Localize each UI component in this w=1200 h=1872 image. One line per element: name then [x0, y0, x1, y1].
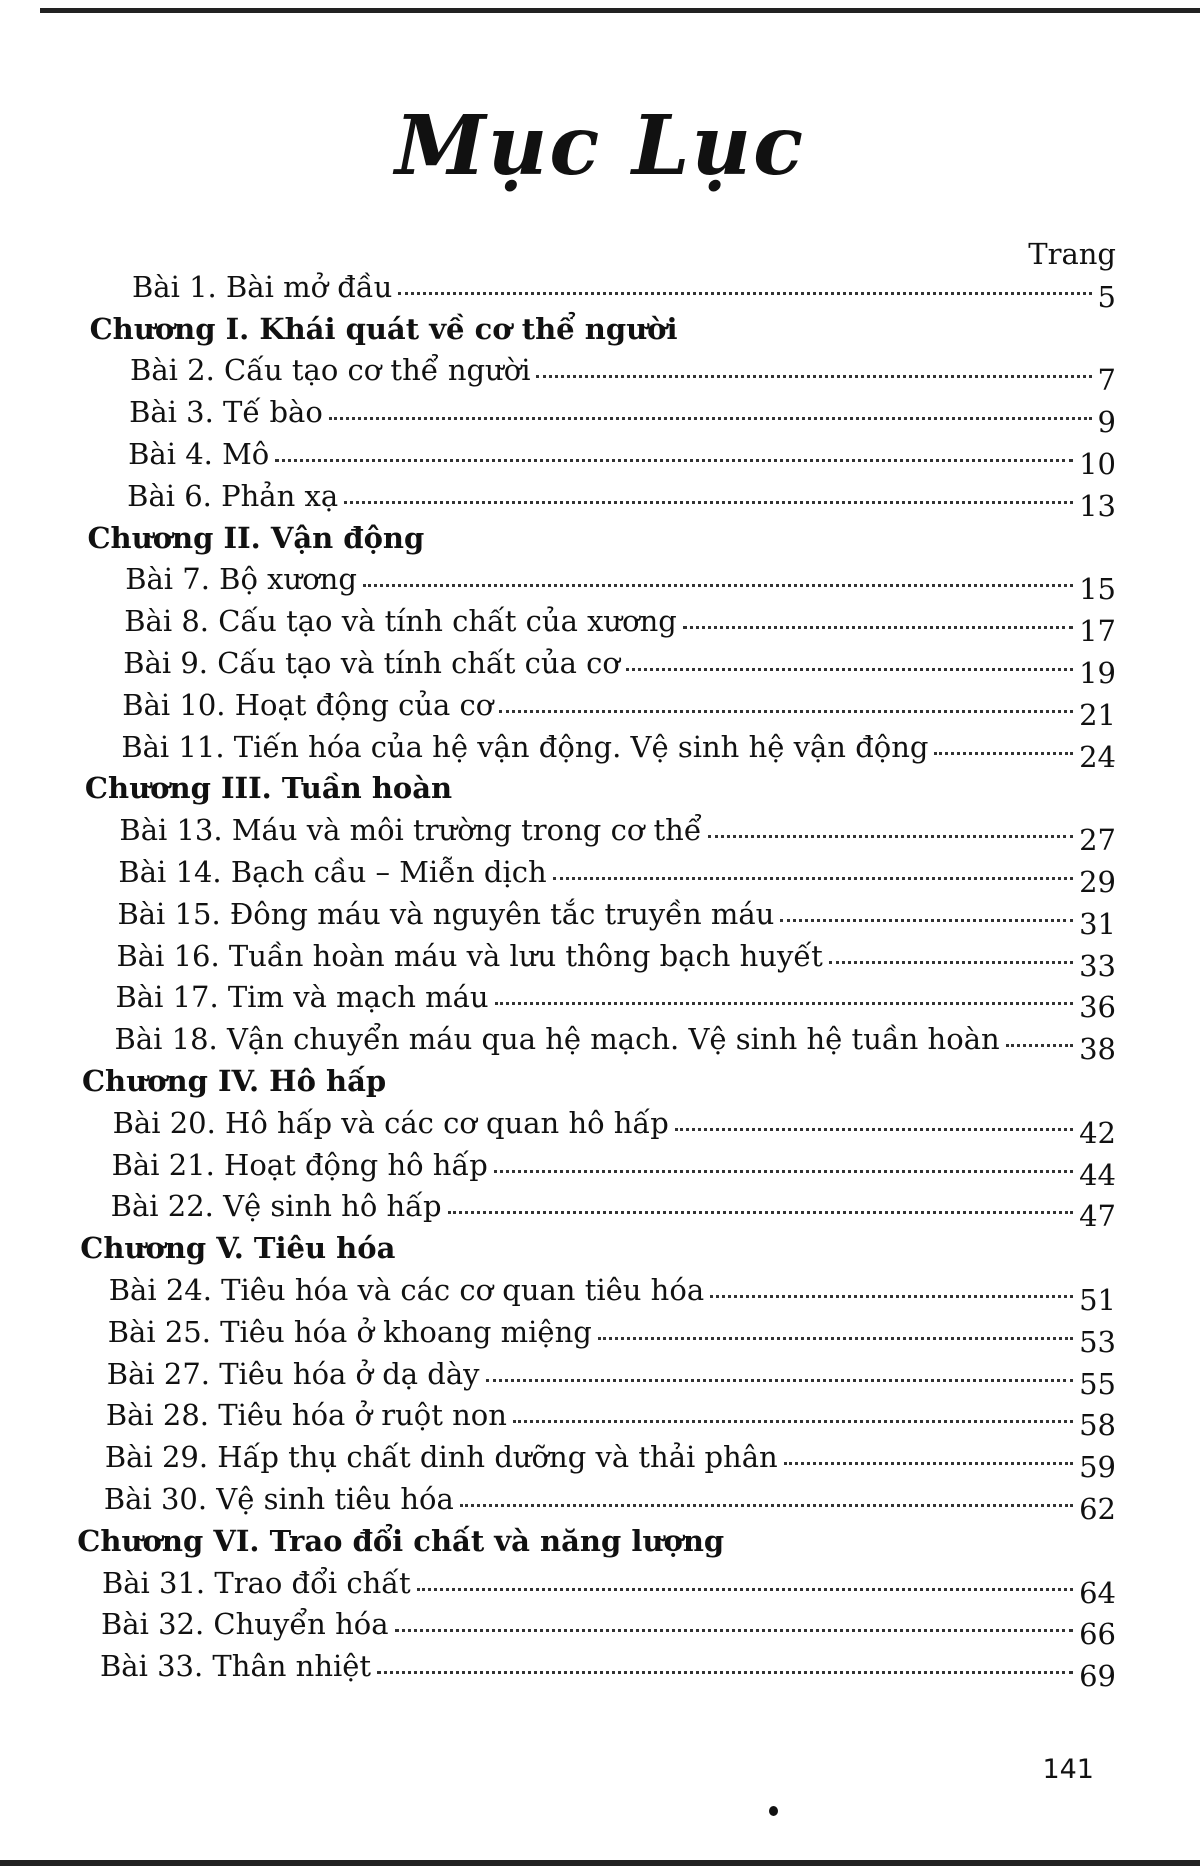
chapter-heading	[0, 1056, 1200, 1098]
toc-entry	[0, 1098, 1200, 1150]
dot-leader	[598, 1337, 1073, 1340]
lesson-title: Bài 22. Vệ sinh hô hấp	[110, 1189, 442, 1224]
lesson-page-number: 17	[1079, 614, 1116, 649]
lesson-title: Bài 29. Hấp thụ chất dinh dưỡng và thải phân	[104, 1440, 778, 1475]
lesson-title: Bài 4. Mô	[128, 436, 270, 471]
lesson-title: Bài 14. Bạch cầu – Miễn dịch	[118, 854, 547, 889]
toc-entry	[0, 722, 1200, 774]
dot-leader	[460, 1504, 1073, 1507]
lesson-title: Bài 31. Trao đổi chất	[101, 1565, 411, 1600]
dot-leader	[536, 375, 1091, 378]
dot-leader	[829, 961, 1073, 964]
dot-leader	[683, 626, 1073, 629]
chapter-title: Chương V. Tiêu hóa	[80, 1231, 396, 1266]
chapter-title: Chương VI. Trao đổi chất và năng lượng	[77, 1523, 725, 1558]
toc-entry	[0, 262, 1200, 314]
toc-entry	[0, 555, 1200, 607]
chapter-title: Chương IV. Hô hấp	[81, 1063, 387, 1098]
lesson-page-number: 10	[1079, 446, 1116, 481]
lesson-title: Bài 28. Tiêu hóa ở ruột non	[105, 1398, 507, 1433]
chapter-title: Chương II. Vận động	[87, 520, 425, 555]
dot-leader	[448, 1211, 1074, 1214]
dot-leader	[417, 1588, 1073, 1591]
toc-entry	[0, 429, 1200, 481]
toc-entry	[0, 889, 1200, 941]
lesson-title: Bài 3. Tế bào	[129, 395, 323, 430]
lesson-page-number: 5	[1097, 279, 1116, 314]
toc-entry	[0, 973, 1200, 1025]
lesson-title: Bài 13. Máu và môi trường trong cơ thể	[119, 813, 702, 848]
toc-entry	[0, 1307, 1200, 1359]
lesson-title: Bài 33. Thân nhiệt	[100, 1649, 372, 1684]
toc-entry	[0, 931, 1200, 983]
bottom-scan-edge	[0, 1860, 1200, 1866]
page-column-header: Trang	[1028, 237, 1116, 271]
toc-entry	[0, 1349, 1200, 1401]
lesson-title: Bài 17. Tim và mạch máu	[115, 980, 489, 1015]
toc-entry	[0, 1014, 1200, 1067]
toc-entry	[0, 1432, 1200, 1485]
table-of-contents	[0, 262, 1200, 1694]
dot-leader	[329, 417, 1092, 420]
lesson-title: Bài 11. Tiến hóa của hệ vận động. Vệ sinh hệ vận động	[121, 729, 929, 764]
lesson-title: Bài 18. Vận chuyển máu qua hệ mạch. Vệ sinh hệ tuần hoàn	[114, 1022, 1000, 1057]
lesson-title: Bài 9. Cấu tạo và tính chất của cơ	[123, 645, 620, 680]
lesson-page-number: 7	[1097, 363, 1116, 398]
toc-entry	[0, 346, 1200, 398]
dot-leader	[708, 835, 1073, 838]
chapter-heading	[0, 1223, 1200, 1265]
lesson-page-number: 9	[1097, 405, 1116, 440]
chapter-heading	[0, 304, 1200, 346]
lesson-page-number: 59	[1079, 1450, 1116, 1485]
lesson-page-number: 31	[1079, 906, 1116, 941]
lesson-title: Bài 15. Đông máu và nguyên tắc truyền máu	[117, 896, 775, 931]
toc-entry	[0, 1641, 1200, 1694]
chapter-heading	[0, 513, 1200, 555]
lesson-title: Bài 21. Hoạt động hô hấp	[111, 1147, 488, 1182]
toc-entry	[0, 638, 1200, 690]
toc-entry	[0, 805, 1200, 858]
dot-leader	[344, 501, 1073, 504]
lesson-page-number: 24	[1079, 739, 1116, 774]
chapter-heading	[0, 764, 1200, 806]
lesson-page-number: 58	[1079, 1408, 1116, 1443]
dot-leader	[780, 919, 1073, 922]
lesson-page-number: 55	[1079, 1366, 1116, 1401]
top-scan-edge	[40, 8, 1200, 13]
dot-leader	[1006, 1044, 1073, 1047]
toc-entry	[0, 680, 1200, 732]
dot-leader	[513, 1420, 1073, 1423]
lesson-page-number: 64	[1079, 1575, 1116, 1610]
lesson-page-number: 69	[1079, 1659, 1116, 1694]
lesson-page-number: 27	[1079, 823, 1116, 858]
lesson-page-number: 51	[1079, 1282, 1116, 1317]
toc-entry	[0, 1558, 1200, 1610]
lesson-page-number: 19	[1079, 655, 1116, 690]
dot-leader	[395, 1629, 1074, 1632]
lesson-page-number: 53	[1079, 1324, 1116, 1359]
lesson-page-number: 42	[1079, 1115, 1116, 1150]
dot-leader	[784, 1462, 1073, 1465]
dot-leader	[275, 459, 1073, 462]
lesson-title: Bài 24. Tiêu hóa và các cơ quan tiêu hóa	[108, 1272, 705, 1307]
lesson-title: Bài 27. Tiêu hóa ở dạ dày	[106, 1356, 480, 1391]
lesson-title: Bài 2. Cấu tạo cơ thể người	[130, 353, 531, 388]
dot-leader	[675, 1128, 1073, 1131]
toc-entry	[0, 1265, 1200, 1317]
lesson-page-number: 44	[1079, 1157, 1116, 1192]
toc-entry	[0, 1474, 1200, 1526]
chapter-title: Chương I. Khái quát về cơ thể người	[89, 311, 678, 346]
lesson-page-number: 13	[1079, 488, 1116, 523]
dot-leader	[626, 668, 1073, 671]
chapter-heading	[0, 1516, 1200, 1558]
lesson-page-number: 36	[1079, 990, 1116, 1025]
toc-entry	[0, 1182, 1200, 1234]
dot-leader	[486, 1379, 1074, 1382]
dot-leader	[363, 584, 1073, 587]
dot-leader	[934, 752, 1073, 755]
lesson-title: Bài 30. Vệ sinh tiêu hóa	[103, 1481, 454, 1516]
lesson-title: Bài 8. Cấu tạo và tính chất của xương	[124, 604, 677, 639]
toc-entry	[0, 596, 1200, 649]
lesson-title: Bài 16. Tuần hoàn máu và lưu thông bạch huyết	[116, 938, 823, 973]
dot-leader	[398, 292, 1091, 295]
chapter-title: Chương III. Tuần hoàn	[84, 771, 453, 806]
dot-leader	[494, 1170, 1073, 1173]
dot-leader	[710, 1295, 1073, 1298]
toc-entry	[0, 1600, 1200, 1652]
lesson-title: Bài 20. Hô hấp và các cơ quan hô hấp	[112, 1105, 669, 1140]
lesson-page-number: 15	[1079, 572, 1116, 607]
lesson-title: Bài 7. Bộ xương	[125, 562, 357, 597]
toc-entry	[0, 387, 1200, 440]
toc-entry	[0, 471, 1200, 523]
lesson-page-number: 21	[1079, 697, 1116, 732]
dot-leader	[499, 710, 1073, 713]
lesson-title: Bài 10. Hoạt động của cơ	[122, 687, 494, 722]
lesson-title: Bài 6. Phản xạ	[127, 478, 339, 513]
dot-leader	[553, 877, 1073, 880]
lesson-page-number: 29	[1079, 864, 1116, 899]
dot-leader	[377, 1671, 1073, 1674]
lesson-title: Bài 32. Chuyển hóa	[100, 1607, 389, 1642]
toc-entry	[0, 847, 1200, 899]
lesson-page-number: 62	[1079, 1491, 1116, 1526]
ink-dot-mark	[769, 1806, 778, 1816]
lesson-title: Bài 1. Bài mở đầu	[132, 269, 393, 304]
lesson-title: Bài 25. Tiêu hóa ở khoang miệng	[107, 1314, 592, 1349]
lesson-page-number: 38	[1079, 1032, 1116, 1067]
lesson-page-number: 47	[1079, 1199, 1116, 1234]
lesson-page-number: 33	[1079, 948, 1116, 983]
page-title: Mục Lục	[394, 98, 806, 194]
lesson-page-number: 66	[1079, 1617, 1116, 1652]
toc-entry	[0, 1140, 1200, 1192]
toc-entry	[0, 1391, 1200, 1443]
page-number: 141	[1042, 1754, 1094, 1785]
dot-leader	[495, 1002, 1074, 1005]
